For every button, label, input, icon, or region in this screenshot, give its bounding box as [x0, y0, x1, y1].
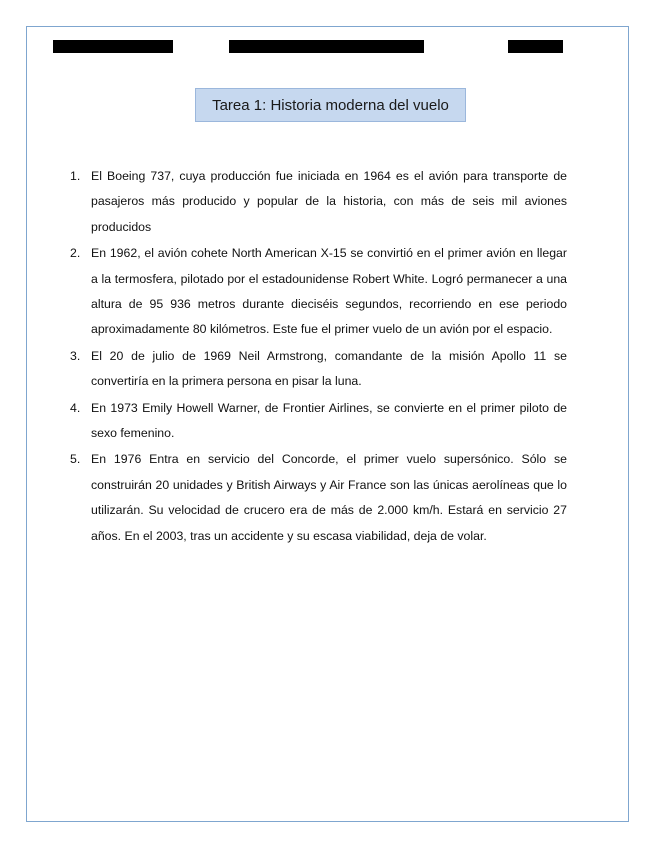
list-item: [0, 396, 655, 447]
list-item-text: El Boeing 737, cuya producción fue iniciada en 1964 es el avión para transporte de pasajeros más producido y popular de la historia, con más de seis mil aviones producidos: [91, 169, 567, 234]
redaction-bar: [229, 40, 424, 53]
task-list: [0, 164, 655, 550]
list-item-number: 2.: [70, 246, 81, 261]
page-title: Tarea 1: Historia moderna del vuelo: [195, 88, 466, 122]
list-item-number: 1.: [70, 169, 81, 183]
list-item-text: En 1976 Entra en servicio del Concorde, el primer vuelo supersónico. Sólo se construirán 20 unidades y British Airways y Air France son las únicas aerolíneas que lo utilizarán. Su velocidad de crucero era de más de 2.000 km/h. Estará en servicio 27 años. En el 2003, tras un accidente y su escasa viabilidad, deja de volar.: [91, 452, 567, 543]
redaction-bar: [53, 40, 173, 53]
redaction-bar: [508, 40, 563, 53]
list-item-text: El 20 de julio de 1969 Neil Armstrong, comandante de la misión Apollo 11 se convertiría en la primera persona en pisar la luna.: [91, 348, 567, 389]
list-item-text: En 1973 Emily Howell Warner, de Frontier Airlines, se convierte en el primer piloto de sexo femenino.: [91, 400, 567, 441]
list-item-number: 3.: [70, 348, 81, 363]
list-item: [0, 344, 655, 395]
list-item-number: 5.: [70, 452, 81, 467]
list-item: [0, 164, 655, 240]
list-item-text: En 1962, el avión cohete North American X-15 se convirtió en el primer avión en llegar a la termosfera, pilotado por el estadounidense Robert White. Logró permanecer a una altura de 95 936 metros durante dieciséis segundos, recorriendo en ese periodo aproximadamente 80 kilómetros. Este fue el primer vuelo de un avión por el espacio.: [91, 246, 567, 337]
list-item-number: 4.: [70, 400, 81, 415]
list-item: [0, 241, 655, 343]
list-item: [0, 447, 655, 549]
